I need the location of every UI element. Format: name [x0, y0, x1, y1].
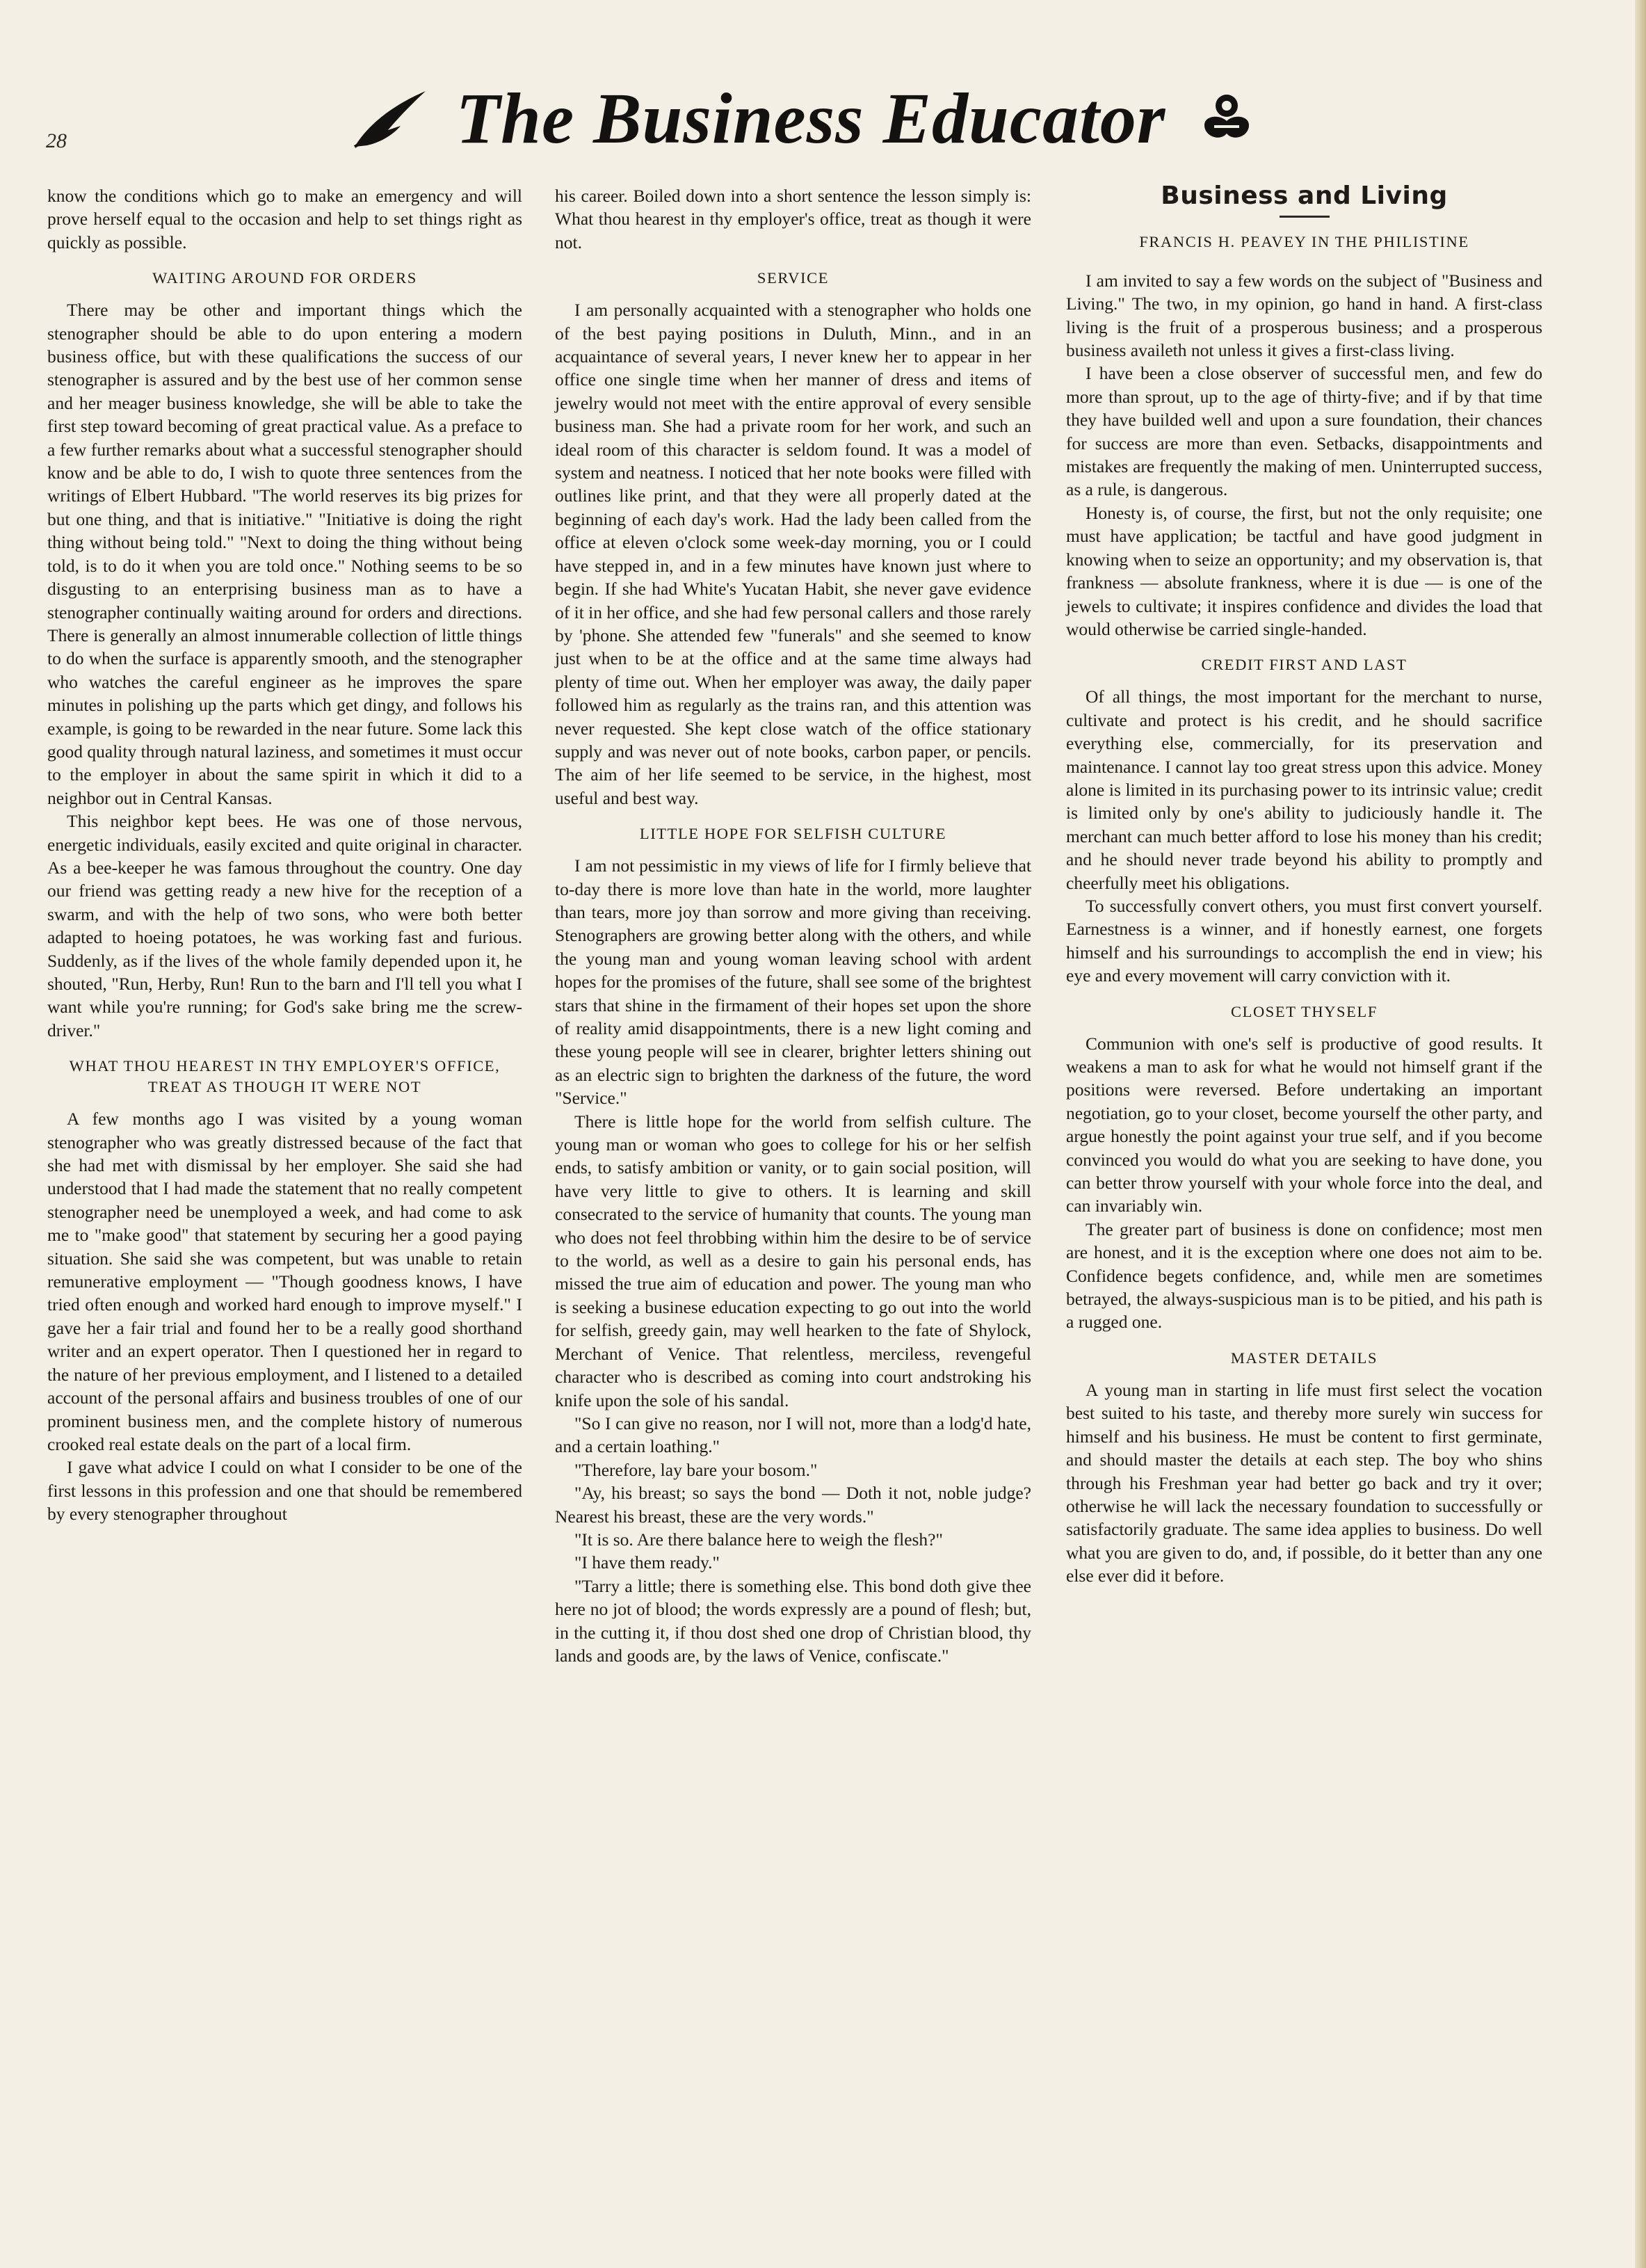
quote-paragraph: "Therefore, lay bare your bosom.": [574, 1459, 818, 1480]
masthead: [327, 73, 1280, 163]
paragraph: This neighbor kept bees. He was one of those nervous, energetic individuals, easily excited and quite original in character. As a bee-keeper he was famous throughout the country. One day our friend was getting ready a new hive for the reception of a swarm, and with the help of two sons, who were both better adapted to hoeing potatoes, he was working fast and furious. Suddenly, as if the lives of the whole family depended upon it, he shouted, "Run, Herby, Run! Run to the barn and I'll tell you what I want while you're running; for God's sake bring me the screw-driver.": [47, 811, 522, 1040]
quote-paragraph: "It is so. Are there balance here to weigh the flesh?": [574, 1529, 943, 1550]
quote-paragraph: "So I can give no reason, nor I will not, more than a lodg'd hate, and a certain loathing.": [555, 1413, 1031, 1457]
page-edge: [1635, 0, 1646, 2268]
title-divider: [1280, 216, 1330, 218]
section-heading: MASTER DETAILS: [1230, 1349, 1378, 1367]
paragraph: The greater part of business is done on confidence; most men are honest, and it is the exception where one does not aim to be. Confidence begets confidence, and, while men are sometimes betrayed, the always-suspicious man is to be pitied, and his path is a rugged one.: [1066, 1219, 1542, 1333]
ornament-emblem-icon: [1199, 90, 1254, 146]
section-heading: CREDIT FIRST AND LAST: [1201, 656, 1407, 674]
quill-pen-icon: [352, 87, 428, 150]
paragraph: There may be other and important things which the stenographer should be able to do upon entering a modern business office, but with these qualifications the success of our stenographer is assured and by the best use of her common sense and her meager business knowledge, she will be able to take the first step toward becoming of great practical value. As a preface to a few further remarks about what a successful stenographer should know and be able to do, I wish to quote three sentences from the writings of Elbert Hubbard. "The world reserves its big prizes for but one thing, and that is initiative." "Initiative is doing the right thing without being told." "Next to doing the thing without being told, is to do it when you are told once." Nothing seems to be so disgusting to an enterprising business man as to have a stenographer continually waiting around for orders and directions. There is generally an almost innumerable collection of little things to do when the surface is apparently smooth, and the stenographer who watches the careful engineer as he improves the spare minutes in polishing up the parts which get dingy, and follows his example, is going to be rewarded in the near future. Some lack this good quality through natural laziness, and sometimes it must occur to the employer in about the same spirit in which it did to a neighbor out in Central Kansas.: [47, 300, 522, 808]
column-3: [1066, 184, 1542, 1588]
paragraph: I gave what advice I could on what I consider to be one of the first lessons in this profession and one that should be remembered by every stenographer throughout: [47, 1457, 522, 1525]
paragraph: Of all things, the most important for the merchant to nurse, cultivate and protect is his credit, and he should sacrifice everything else, commercially, for its preservation and maintenance. I cannot lay too great stress upon this advice. Money alone is limited in its purchasing power to its intrinsic value; credit is limited only by one's ability to judiciously handle it. The merchant can much better afford to lose his money than his credit; and he should never trade beyond his ability to promptly and cheerfully meet his obligations.: [1066, 686, 1542, 893]
paragraph: Communion with one's self is productive of good results. It weakens a man to ask for what he would not himself grant if the positions were reversed. Before undertaking an important negotiation, go to your closet, become yourself the other party, and argue honestly the point against your true self, and if you become convinced you would do what you are seeking to have done, you can better throw yourself with your whole force into the deal, and can invariably win.: [1066, 1033, 1542, 1216]
section-heading: LITTLE HOPE FOR SELFISH CULTURE: [639, 825, 947, 843]
section-heading: WAITING AROUND FOR ORDERS: [152, 269, 417, 287]
masthead-title: The Business Educator: [455, 78, 1166, 159]
paragraph: Honesty is, of course, the first, but not the only requisite; one must have application; be tactful and have good judgment in knowing when to seize an opportunity; and my observation is, that frankness — absolute frankness, where it is due — is one of the jewels to cultivate; it inspires confidence and divides the load that would otherwise be carried single-handed.: [1066, 502, 1542, 639]
quote-paragraph: "I have them ready.": [574, 1552, 720, 1573]
section-heading: CLOSET THYSELF: [1231, 1002, 1378, 1020]
paragraph: There is little hope for the world from selfish culture. The young man or woman who goes to college for his or her selfish ends, to satisfy ambition or vanity, or to gain social position, will have very little to give to others. It is learning and skill consecrated to the service of humanity that counts. The young man who does not feel throbbing within him the desire to be of service to the world, as well as a desire to gain his personal ends, has missed the true aim of education and power. The young man who is seeking a businese education expecting to go out into the world for selfish, greedy gain, may well hearken to the fate of Shylock, Merchant of Venice. That relentless, merciless, revengeful character who is described as coming into court andstroking his knife upon the sole of his sandal.: [555, 1111, 1031, 1410]
paragraph: I am personally acquainted with a stenographer who holds one of the best paying positions in Duluth, Minn., and in an acquaintance of several years, I never knew her to appear in her office one single time when her manner of dress and items of jewelry would not meet with the entire approval of every sensible business man. She had a private room for her work, and such an ideal room of this character is seldom found. It was a model of system and neatness. I noticed that her note books were filled with outlines like print, and that they were all properly dated at the beginning of each day's work. Had the lady been called from the office at eleven o'clock some week-day morning, you or I could have stepped in, and in a few minutes have known just where to begin. If she had White's Yucatan Habit, she never gave evidence of it in her office, and she had few personal callers and those rarely by 'phone. She attended few "funerals" and she seemed to know just when to be at the office and at the same time always had plenty of time out. When her employer was away, the daily paper followed him as regularly as the trains ran, and this attention was never requested. She kept close watch of the office stationary supply and was never out of note books, carbon paper, or pencils. The aim of her life seemed to be service, in the highest, most useful and best way.: [555, 300, 1031, 808]
paragraph: A young man in starting in life must first select the vocation best suited to his taste, and thereby more surely win success for himself and his business. He must be content to first germinate, and should master the details at each step. The boy who shins through his Freshman year had better go back and try it over; otherwise he will lack the necessary foundation to successfully or satisfactorily graduate. The same idea applies to business. Do well what you are given to do, and, if possible, do it better than any one else ever did it before.: [1066, 1379, 1542, 1586]
column-1: [47, 184, 522, 1526]
paragraph: I am invited to say a few words on the subject of "Business and Living." The two, in my opinion, go hand in hand. A first-class living is the fruit of a prosperous business; and a prosperous business availeth not unless it gives a first-class living.: [1066, 270, 1542, 361]
quote-paragraph: "Ay, his breast; so says the bond — Doth it not, noble judge? Nearest his breast, these are the very words.": [555, 1483, 1031, 1527]
article-byline: FRANCIS H. PEAVEY IN THE PHILISTINE: [1139, 233, 1469, 251]
section-heading: SERVICE: [757, 269, 830, 287]
page-number: 28: [46, 129, 67, 152]
paragraph: I am not pessimistic in my views of life for I firmly believe that to-day there is more love than hate in the world, more laughter than tears, more joy than sorrow and more giving than receiving. Stenographers are growing better along with the others, and while the young man and young woman leaving school with ardent hopes for the promises of the future, shall see some of the brightest stars that shine in the firmament of their hopes set upon the shore of reality amid disappointments, there is a new light coming and these young people will see in clearer, brighter letters shining out as an electric sign to brighten the darkness of the future, the word "Service.": [555, 855, 1031, 1109]
section-heading: WHAT THOU HEAREST IN THY EMPLOYER'S OFFICE, TREAT AS THOUGH IT WERE NOT: [69, 1057, 501, 1096]
paragraph: I have been a close observer of successful men, and few do more than sprout, up to the age of thirty-five; and if by that time they have builded well and upon a sure foundation, their chances for success are more than even. Setbacks, disappointments and mistakes are frequently the making of men. Uninterrupted success, as a rule, is dangerous.: [1066, 363, 1542, 500]
paragraph: A few months ago I was visited by a young woman stenographer who was greatly distressed because of the fact that she had met with dismissal by her employer. She said she had understood that I had made the statement that no really competent stenographer need be unemployed a week, and had come to ask me to "make good" that statement by securing her a good paying situation. She said she was competent, but was unable to retain remunerative employment — "Though goodness knows, I have tried often enough and worked hard enough to improve myself." I gave her a fair trial and found her to be a really good shorthand writer and an expert operator. Then I questioned her in regard to the nature of her previous employment, and I listened to a detailed account of the personal affairs and business troubles of one of our prominent business men, and the complete history of numerous crooked real estate deals on the part of a local firm.: [47, 1109, 522, 1454]
quote-paragraph: "Tarry a little; there is something else. This bond doth give thee here no jot of blood; the words expressly are a pound of flesh; but, in the cutting it, if thou dost shed one drop of Christian blood, thy lands and goods are, by the laws of Venice, confiscate.": [555, 1575, 1031, 1666]
paragraph: To successfully convert others, you must first convert yourself. Earnestness is a winner, and if honestly earnest, one forgets himself and his surroundings to accomplish the end in view; his eye and every movement will carry conviction with it.: [1066, 895, 1542, 986]
paragraph: his career. Boiled down into a short sentence the lesson simply is: What thou hearest in thy employer's office, treat as though it were not.: [555, 186, 1031, 252]
article-title: Business and Living: [1161, 182, 1448, 210]
column-2: [555, 184, 1031, 1667]
paragraph: know the conditions which go to make an emergency and will prove herself equal to the occasion and help to set things right as quickly as possible.: [47, 186, 522, 252]
